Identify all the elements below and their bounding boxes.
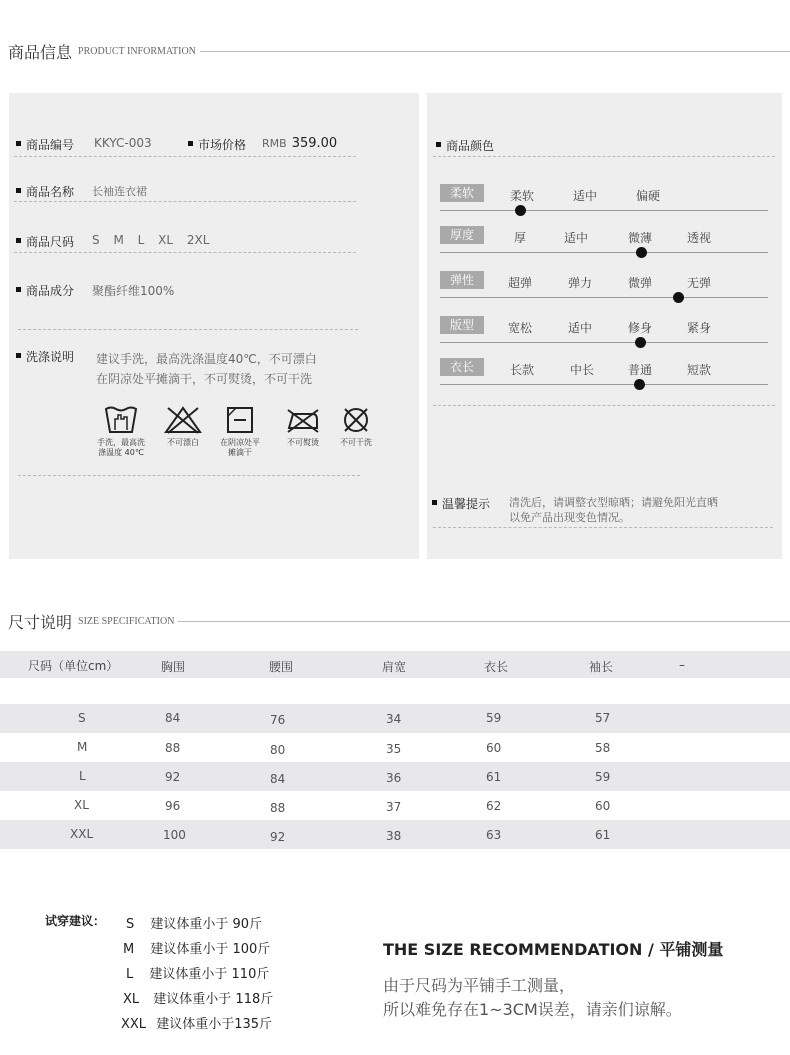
attribute-scale-line	[440, 342, 768, 343]
table-cell: 96	[165, 799, 181, 813]
bullet	[16, 188, 21, 193]
table-cell: 62	[486, 799, 502, 813]
table-header-cell: 袖长	[589, 660, 614, 674]
attribute-tag: 衣长	[440, 358, 484, 376]
divider	[433, 156, 775, 157]
fit-advice-text: 建议体重小于 110斤	[149, 967, 270, 982]
table-cell: XXL	[70, 827, 94, 841]
size-spec-subtitle: SIZE SPECIFICATION	[78, 616, 175, 627]
attribute-scale-line	[440, 252, 768, 253]
attribute-option: 适中	[573, 189, 598, 203]
table-header-cell: 肩宽	[382, 660, 407, 674]
attribute-selected-dot	[636, 247, 647, 258]
product-size-label: 商品尺码	[26, 235, 75, 249]
attribute-option: 紧身	[687, 321, 712, 335]
bullet	[16, 141, 21, 146]
fit-advice-size: M	[123, 942, 135, 957]
table-cell: 57	[595, 711, 611, 725]
bullet	[188, 141, 193, 146]
wash-icon-caption: 不可干洗	[340, 438, 372, 447]
table-cell: 38	[386, 829, 402, 843]
divider	[14, 201, 356, 202]
fit-advice-text: 建议体重小于 90斤	[150, 917, 263, 932]
attribute-option: 长款	[510, 363, 535, 377]
softness-attribute	[440, 184, 770, 224]
table-row	[0, 762, 790, 791]
wash-icon-caption: 涤温度 40℃	[98, 448, 144, 457]
wash-row	[16, 348, 74, 365]
table-cell: 61	[486, 770, 502, 784]
no-bleach-icon-block	[158, 406, 208, 448]
attribute-option: 无弹	[687, 276, 712, 290]
thickness-attribute	[440, 226, 770, 266]
tip-text-line: 以免产品出现变色情况。	[509, 511, 630, 524]
no-bleach-icon	[164, 406, 202, 434]
attribute-scale-line	[440, 210, 768, 211]
divider	[18, 475, 360, 476]
bullet	[432, 500, 437, 505]
product-size-values	[92, 233, 219, 247]
product-code-row	[16, 136, 152, 153]
table-row	[0, 733, 790, 762]
attribute-option: 厚	[514, 231, 527, 245]
fit-advice-label: 试穿建议：	[45, 914, 106, 928]
tip-text-line: 清洗后，请调整衣型晾晒；请避免阳光直晒	[509, 496, 718, 509]
price-value: 359.00	[291, 136, 338, 151]
table-row	[0, 791, 790, 820]
length-attribute	[440, 358, 770, 398]
no-iron-icon-block	[280, 406, 326, 448]
table-cell: L	[79, 769, 86, 783]
wash-icon-caption: 在阴凉处平	[220, 438, 260, 447]
attribute-option: 短款	[687, 363, 712, 377]
table-cell: 36	[386, 771, 402, 785]
size-table-header	[0, 651, 790, 678]
header-rule	[200, 51, 790, 52]
product-info-panel	[9, 93, 419, 559]
hand-wash-icon-block	[92, 406, 150, 458]
product-info-header	[8, 40, 790, 63]
table-row	[0, 704, 790, 733]
product-name-value: 长袖连衣裙	[92, 185, 148, 198]
tip-row	[432, 495, 490, 512]
wash-icon-caption: 不可熨烫	[287, 438, 319, 447]
attribute-tag: 柔软	[440, 184, 484, 202]
table-cell: 88	[165, 741, 181, 755]
table-cell: 34	[386, 712, 402, 726]
header-rule	[178, 621, 790, 622]
fit-advice-row	[126, 963, 269, 982]
attribute-option: 适中	[568, 321, 593, 335]
product-color-row	[436, 137, 494, 154]
fit-advice-text: 建议体重小于 100斤	[150, 942, 271, 957]
attribute-option: 透视	[687, 231, 712, 245]
attribute-option: 弹力	[568, 276, 593, 290]
attribute-selected-dot	[635, 337, 646, 348]
product-color-label: 商品颜色	[446, 139, 495, 153]
attribute-selected-dot	[673, 292, 684, 303]
table-cell: S	[78, 711, 86, 725]
fit-advice-size: L	[126, 967, 134, 982]
attribute-option: 偏硬	[636, 189, 661, 203]
wash-text-line: 在阴凉处平摊滴干，不可熨烫，不可干洗	[96, 372, 313, 386]
wash-text	[96, 349, 317, 389]
wash-icon-caption: 摊滴干	[228, 448, 252, 457]
product-code-value: KKYC-003	[94, 136, 152, 150]
table-header-cell: 胸围	[161, 660, 186, 674]
attribute-option: 柔软	[510, 189, 535, 203]
attribute-selected-dot	[634, 379, 645, 390]
table-cell: 37	[386, 800, 402, 814]
product-name-row	[16, 183, 147, 200]
product-info-title: 商品信息	[8, 43, 73, 62]
elasticity-attribute	[440, 271, 770, 311]
product-name-label: 商品名称	[26, 185, 75, 199]
bullet	[16, 238, 21, 243]
size-spec-title: 尺寸说明	[8, 613, 73, 632]
attribute-tag: 弹性	[440, 271, 484, 289]
table-cell: 60	[595, 799, 611, 813]
recommendation-text: 所以难免存在1~3CM误差，请亲们谅解。	[383, 1000, 682, 1019]
fit-advice-size: S	[126, 917, 135, 932]
recommendation-text: 由于尺码为平铺手工测量，	[383, 976, 576, 995]
size-option: 2XL	[186, 233, 210, 247]
table-cell: 35	[386, 742, 402, 756]
tip-label: 温馨提示	[442, 497, 491, 511]
table-cell: 88	[270, 801, 286, 815]
table-header-cell: 腰围	[269, 660, 294, 674]
attribute-scale-line	[440, 297, 768, 298]
price-row	[188, 136, 337, 153]
table-cell: 80	[270, 743, 286, 757]
table-header-cell: 尺码（单位cm）	[28, 659, 119, 673]
wash-label: 洗涤说明	[26, 350, 75, 364]
size-spec-header	[8, 610, 790, 633]
product-code-label: 商品编号	[26, 138, 75, 152]
fit-advice-row	[123, 938, 270, 957]
attribute-selected-dot	[515, 205, 526, 216]
material-value: 聚酯纤维100%	[92, 284, 175, 298]
tip-text	[509, 495, 718, 525]
fit-attribute	[440, 316, 770, 356]
size-option: M	[113, 233, 124, 247]
attribute-option: 宽松	[508, 321, 533, 335]
material-label: 商品成分	[26, 284, 75, 298]
wash-text-line: 建议手洗，最高洗涤温度40℃，不可漂白	[96, 352, 317, 366]
hand-wash-icon	[104, 406, 138, 434]
table-cell: 58	[595, 741, 611, 755]
no-dry-clean-icon-block	[334, 406, 378, 448]
fit-advice-text: 建议体重小于 118斤	[153, 992, 274, 1007]
attribute-option: 适中	[564, 231, 589, 245]
table-cell: 84	[165, 711, 181, 725]
attribute-option: 微弹	[628, 276, 653, 290]
attribute-option: 超弹	[508, 276, 533, 290]
fit-advice-row	[121, 1013, 272, 1032]
table-cell: XL	[74, 798, 89, 812]
table-header-cell: –	[679, 658, 685, 672]
divider	[433, 527, 773, 528]
size-option: XL	[158, 233, 174, 247]
product-info-subtitle: PRODUCT INFORMATION	[78, 46, 196, 57]
table-cell: 59	[595, 770, 611, 784]
size-option: S	[92, 233, 100, 247]
bullet	[436, 142, 441, 147]
size-option: L	[137, 233, 145, 247]
recommendation-title: THE SIZE RECOMMENDATION / 平铺测量	[383, 940, 724, 959]
attribute-option: 微薄	[628, 231, 653, 245]
attribute-tag: 厚度	[440, 226, 484, 244]
no-dry-clean-icon	[341, 406, 371, 434]
fit-advice-row	[123, 988, 273, 1007]
divider	[14, 156, 356, 157]
table-cell: 61	[595, 828, 611, 842]
price-label: 市场价格	[198, 138, 247, 152]
table-row	[0, 820, 790, 849]
table-cell: 92	[270, 830, 286, 844]
fit-advice-row	[126, 913, 262, 932]
table-cell: 60	[486, 741, 502, 755]
bullet	[16, 287, 21, 292]
table-cell: 59	[486, 711, 502, 725]
table-cell: 63	[486, 828, 502, 842]
table-cell: 76	[270, 713, 286, 727]
table-cell: 84	[270, 772, 286, 786]
attribute-option: 普通	[628, 363, 653, 377]
no-iron-icon	[285, 406, 321, 434]
product-size-row	[16, 233, 219, 250]
table-cell: 92	[165, 770, 181, 784]
attribute-tag: 版型	[440, 316, 484, 334]
fit-advice-size: XL	[123, 992, 140, 1007]
dry-flat-shade-icon-block	[214, 406, 266, 458]
table-cell: M	[77, 740, 88, 754]
fit-advice-text: 建议体重小于135斤	[156, 1017, 273, 1032]
table-header-cell: 衣长	[484, 660, 509, 674]
divider	[433, 405, 775, 406]
divider	[14, 252, 356, 253]
divider	[18, 329, 358, 330]
table-cell: 100	[163, 828, 186, 842]
attribute-scale-line	[440, 384, 768, 385]
material-row	[16, 282, 174, 299]
dry-flat-shade-icon	[225, 406, 255, 434]
price-currency: RMB	[262, 137, 287, 150]
attribute-option: 中长	[570, 363, 595, 377]
bullet	[16, 353, 21, 358]
fit-advice-size: XXL	[121, 1017, 147, 1032]
wash-icon-caption: 不可漂白	[167, 438, 199, 447]
wash-icon-caption: 手洗，最高洗	[97, 438, 145, 447]
attribute-option: 修身	[628, 321, 653, 335]
